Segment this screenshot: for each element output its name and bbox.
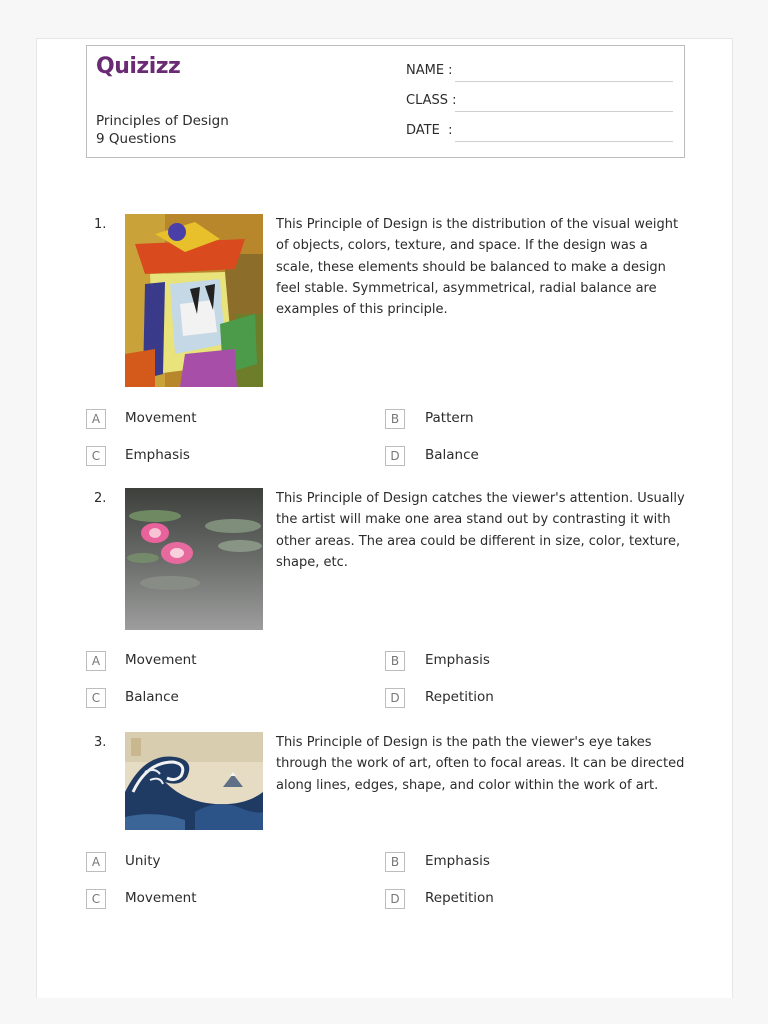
option-b-text: Pattern: [425, 410, 474, 426]
quizizz-logo: Quizizz: [96, 54, 181, 79]
quiz-title: Principles of Design: [96, 113, 229, 129]
question-text: This Principle of Design is the path the viewer's eye takes through the work of art, often to focal areas. It can be directed along lines, edges, shape, and color within the work of art.: [276, 735, 685, 793]
question-text: This Principle of Design catches the viewer's attention. Usually the artist will make one area stand out by contrasting it with other areas. The area could be different in size, color, texture, shape, etc.: [276, 491, 685, 570]
option-d-text: Balance: [425, 447, 479, 463]
option-c-box[interactable]: C: [86, 446, 106, 466]
class-label: CLASS :: [406, 93, 457, 108]
option-d-box[interactable]: D: [385, 688, 405, 708]
question-count: 9 Questions: [96, 131, 177, 147]
option-a-text: Movement: [125, 410, 197, 426]
option-a-box[interactable]: A: [86, 852, 106, 872]
question-number: 1.: [94, 217, 107, 232]
name-line[interactable]: [455, 81, 673, 82]
option-d-text: Repetition: [425, 890, 494, 906]
name-label: NAME :: [406, 63, 453, 78]
option-a-text: Movement: [125, 652, 197, 668]
question-number: 2.: [94, 491, 107, 506]
option-a-box[interactable]: A: [86, 409, 106, 429]
option-c-box[interactable]: C: [86, 688, 106, 708]
great-wave-print-image: [125, 732, 263, 830]
weeping-woman-painting-image: [125, 214, 263, 387]
water-lily-photo-image: [125, 488, 263, 630]
option-c-text: Movement: [125, 890, 197, 906]
option-c-box[interactable]: C: [86, 889, 106, 909]
option-b-text: Emphasis: [425, 652, 490, 668]
option-d-box[interactable]: D: [385, 446, 405, 466]
question-number: 3.: [94, 735, 107, 750]
option-b-box[interactable]: B: [385, 651, 405, 671]
option-c-text: Balance: [125, 689, 179, 705]
option-a-box[interactable]: A: [86, 651, 106, 671]
date-line[interactable]: [455, 141, 673, 142]
option-b-box[interactable]: B: [385, 852, 405, 872]
class-line[interactable]: [455, 111, 673, 112]
option-d-box[interactable]: D: [385, 889, 405, 909]
option-c-text: Emphasis: [125, 447, 190, 463]
question-text: This Principle of Design is the distribution of the visual weight of objects, colors, texture, and space. If the design was a scale, these elements should be balanced to make a design feel stable. Symmetrical, asymmetrical, radial balance are examples of this principle.: [276, 217, 679, 318]
option-a-text: Unity: [125, 853, 161, 869]
date-label: DATE :: [406, 123, 453, 138]
option-d-text: Repetition: [425, 689, 494, 705]
option-b-text: Emphasis: [425, 853, 490, 869]
option-b-box[interactable]: B: [385, 409, 405, 429]
